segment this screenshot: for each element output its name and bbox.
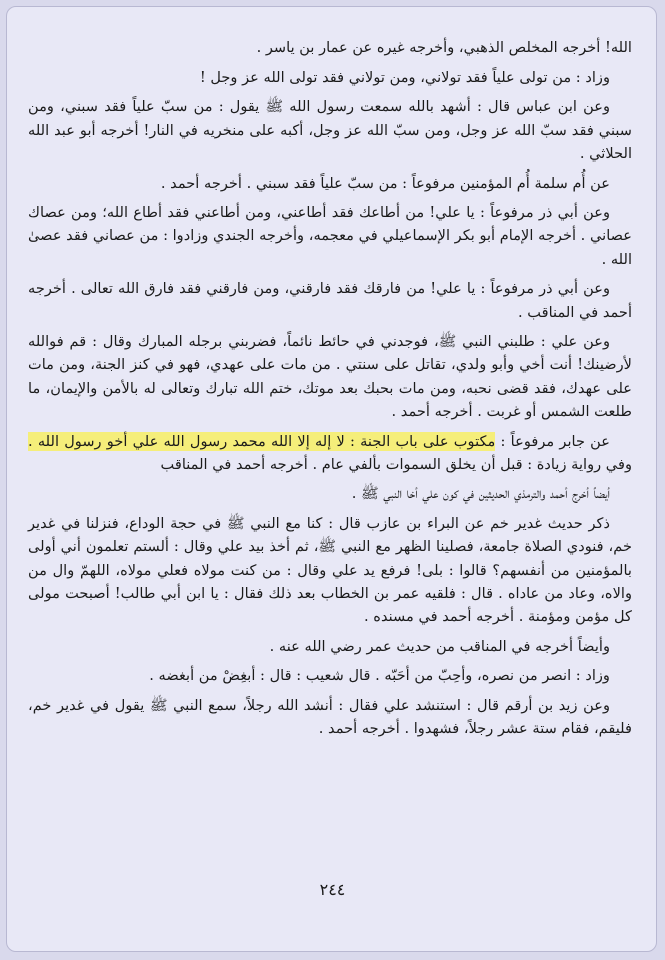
page-number: ٢٤٤ xyxy=(319,880,346,899)
highlight-before: عن جابر مرفوعاً : xyxy=(495,432,611,450)
highlighted-paragraph xyxy=(28,430,632,476)
paragraph-6: وعن أبي ذر مرفوعاً : يا علي! من فارقك فقد فارقني، ومن فارقني فقد فارق الله تعالى . أخرجه أحمد في المناقب . xyxy=(28,280,632,321)
highlight-after: وفي رواية زيادة : قبل أن يخلق السموات بألفي عام . أخرجه أحمد في المناقب xyxy=(160,455,632,473)
paragraph-9: أيضاً أخرج أحمد والترمذي الحديثين في كون علي أخا النبي ﷺ . xyxy=(351,485,610,503)
paragraph-10: ذكر حديث غدير خم عن البراء بن عازب قال : كنا مع النبي ﷺ في حجة الوداع، فنزلنا في غدير خم، فنودي الصلاة جامعة، فصلينا الظهر مع النبي ﷺ، ثم أخذ بيد علي وقال : ألستم تعلمون أني أولى بالمؤمنين من أنفسهم؟ قالوا : بلى! فرفع يد علي وقال : من كنت مولاه فعلي مولاه، اللهمّ وال من والاه، وعاد من عاداه . قال : فلقيه عمر بن الخطاب بعد ذلك فقال : يا ابن أبي طالب! أصبحت مولى كل مؤمن ومؤمنة . أخرجه أحمد في مسنده . xyxy=(28,515,632,625)
paragraph-13: وعن زيد بن أرقم قال : استنشد علي فقال : أنشد الله رجلاً، سمع النبي ﷺ يقول في غدير خم، فليقم، فقام ستة عشر رجلاً، فشهدوا . أخرجه أحمد . xyxy=(28,697,632,738)
paragraph-1: الله! أخرجه المخلص الذهبي، وأخرجه غيره عن عمار بن ياسر . xyxy=(256,39,632,56)
highlighted-text: مكتوب على باب الجنة : لا إله إلا الله محمد رسول الله علي أخو رسول الله . xyxy=(28,432,496,450)
paragraph-5: وعن أبي ذر مرفوعاً : يا علي! من أطاعك فقد أطاعني، ومن أطاعني فقد أطاع الله؛ ومن عصاك عصاني . أخرجه الإمام أبو بكر الإسماعيلي في معجمه، وأخرجه الجندي وزادوا : من عصاني فقد عصىٰ الله . xyxy=(28,204,632,268)
paragraph-4: عن أُم سلمة أُم المؤمنين مرفوعاً : من سبّ علياً فقد سبني . أخرجه أحمد . xyxy=(160,174,610,192)
paragraph-11: وأيضاً أخرجه في المناقب من حديث عمر رضي الله عنه . xyxy=(269,637,610,655)
paragraph-7: وعن علي : طلبني النبي ﷺ، فوجدني في حائط نائماً، فضربني برجله المبارك وقال : قم فوالله لأرضينك! أنت أخي وأبو ولدي، تقاتل على سنتي . من مات على عهدي، فهو في كنز الجنة، ومن مات على عهدك، فقد قضى نحبه، ومن مات بحبك بعد موتك، ختم الله تبارك وتعالى له بالأمن والإيمان، ما طلعت الشمس أو غربت . أخرجه أحمد . xyxy=(28,333,632,420)
paragraph-2: وزاد : من تولى علياً فقد تولاني، ومن تولاني فقد تولى الله عز وجل ! xyxy=(199,68,610,86)
document-page xyxy=(28,36,632,747)
paragraph-12: وزاد : انصر من نصره، وأحِبّ من أحَبّه . قال شعيب : قال : أبغِضْ من أبغضه . xyxy=(149,667,610,685)
paragraph-3: وعن ابن عباس قال : أشهد بالله سمعت رسول الله ﷺ يقول : من سبّ علياً فقد سبني، ومن سبني فقد سبّ الله عز وجل، ومن سبّ الله عز وجل، أكبه على منخريه في النار! أخرجه أبو عبد الله الحلاثي . xyxy=(28,98,632,162)
